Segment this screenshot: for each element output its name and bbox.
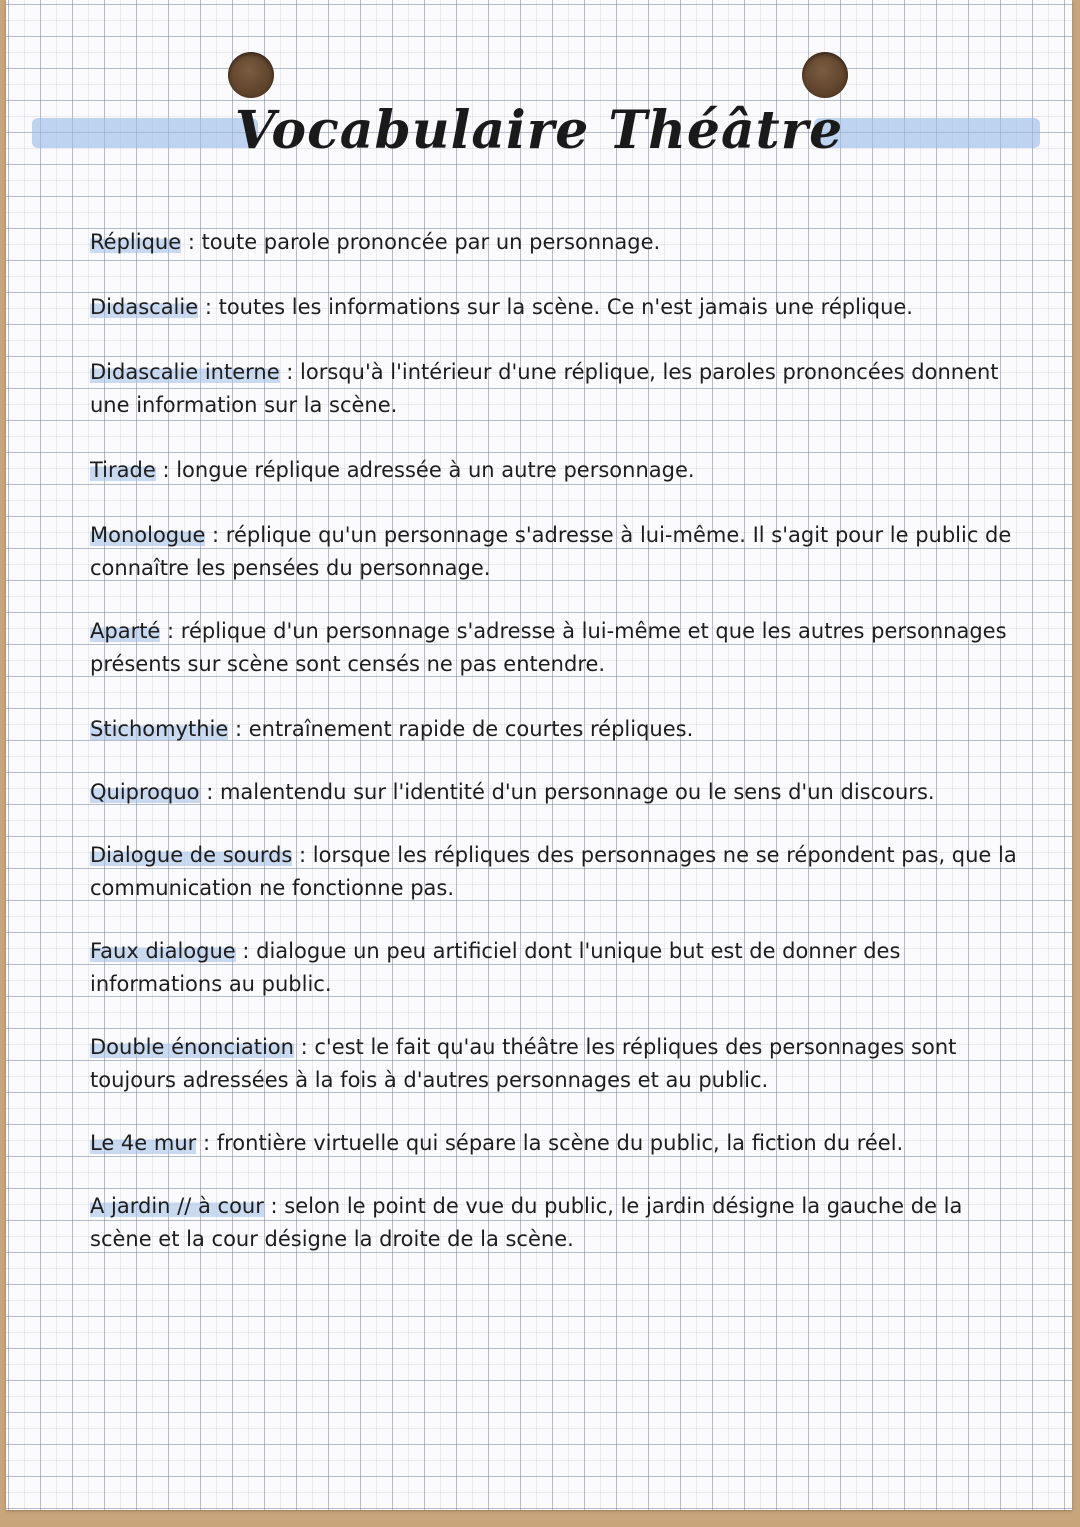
definition-entry <box>90 1127 1025 1160</box>
term: Dialogue de sourds <box>90 843 293 867</box>
definition: : réplique d'un personnage s'adresse à lui-même et que les autres personnages présents sur scène sont censés ne pas entendre. <box>90 619 1007 676</box>
page-title: Vocabulaire Théâtre <box>234 100 844 161</box>
definition: : réplique qu'un personnage s'adresse à lui-même. Il s'agit pour le public de connaître les pensées du personnage. <box>90 523 1012 580</box>
definition-entry <box>90 615 1025 681</box>
definition: : dialogue un peu artificiel dont l'unique but est de donner des informations au public. <box>90 939 901 996</box>
definition: : frontière virtuelle qui sépare la scène du public, la fiction du réel. <box>196 1131 904 1155</box>
definition: : c'est le fait qu'au théâtre les répliques des personnages sont toujours adressées à la fois à d'autres personnages et au public. <box>90 1035 957 1092</box>
definition-entry <box>90 776 1025 809</box>
definition: : lorsqu'à l'intérieur d'une réplique, les paroles prononcées donnent une information sur la scène. <box>90 360 999 417</box>
term: Monologue <box>90 523 206 547</box>
term: Stichomythie <box>90 717 229 741</box>
definition: : toute parole prononcée par un personnage. <box>181 230 661 254</box>
definition: : lorsque les répliques des personnages ne se répondent pas, que la communication ne fonctionne pas. <box>90 843 1017 900</box>
term: Quiproquo <box>90 780 200 804</box>
grid-paper-sheet <box>6 0 1072 1510</box>
definition: : toutes les informations sur la scène. Ce n'est jamais une réplique. <box>198 295 913 319</box>
term: Didascalie interne <box>90 360 280 384</box>
definition: : longue réplique adressée à un autre personnage. <box>155 458 695 482</box>
definition-entry <box>90 1190 1025 1256</box>
punch-hole-left <box>228 52 274 98</box>
term: A jardin // à cour <box>90 1194 264 1218</box>
definition-entry <box>90 356 1025 422</box>
definition-entry <box>90 1031 1025 1097</box>
definition-list <box>90 226 1025 1256</box>
definition: : malentendu sur l'identité d'un personnage ou le sens d'un discours. <box>199 780 935 804</box>
term: Réplique <box>90 230 182 254</box>
definition: : entraînement rapide de courtes répliques. <box>228 717 694 741</box>
definition-entry <box>90 226 1025 259</box>
definition-entry <box>90 839 1025 905</box>
definition: : selon le point de vue du public, le jardin désigne la gauche de la scène et la cour désigne la droite de la scène. <box>90 1194 963 1251</box>
term: Aparté <box>90 619 161 643</box>
definition-entry <box>90 519 1025 585</box>
term: Double énonciation <box>90 1035 294 1059</box>
definition-entry <box>90 291 1025 324</box>
term: Didascalie <box>90 295 199 319</box>
definition-entry <box>90 454 1025 487</box>
punch-hole-right <box>802 52 848 98</box>
term: Faux dialogue <box>90 939 236 963</box>
term: Le 4e mur <box>90 1131 197 1155</box>
definition-entry <box>90 935 1025 1001</box>
definition-entry <box>90 713 1025 746</box>
term: Tirade <box>90 458 156 482</box>
